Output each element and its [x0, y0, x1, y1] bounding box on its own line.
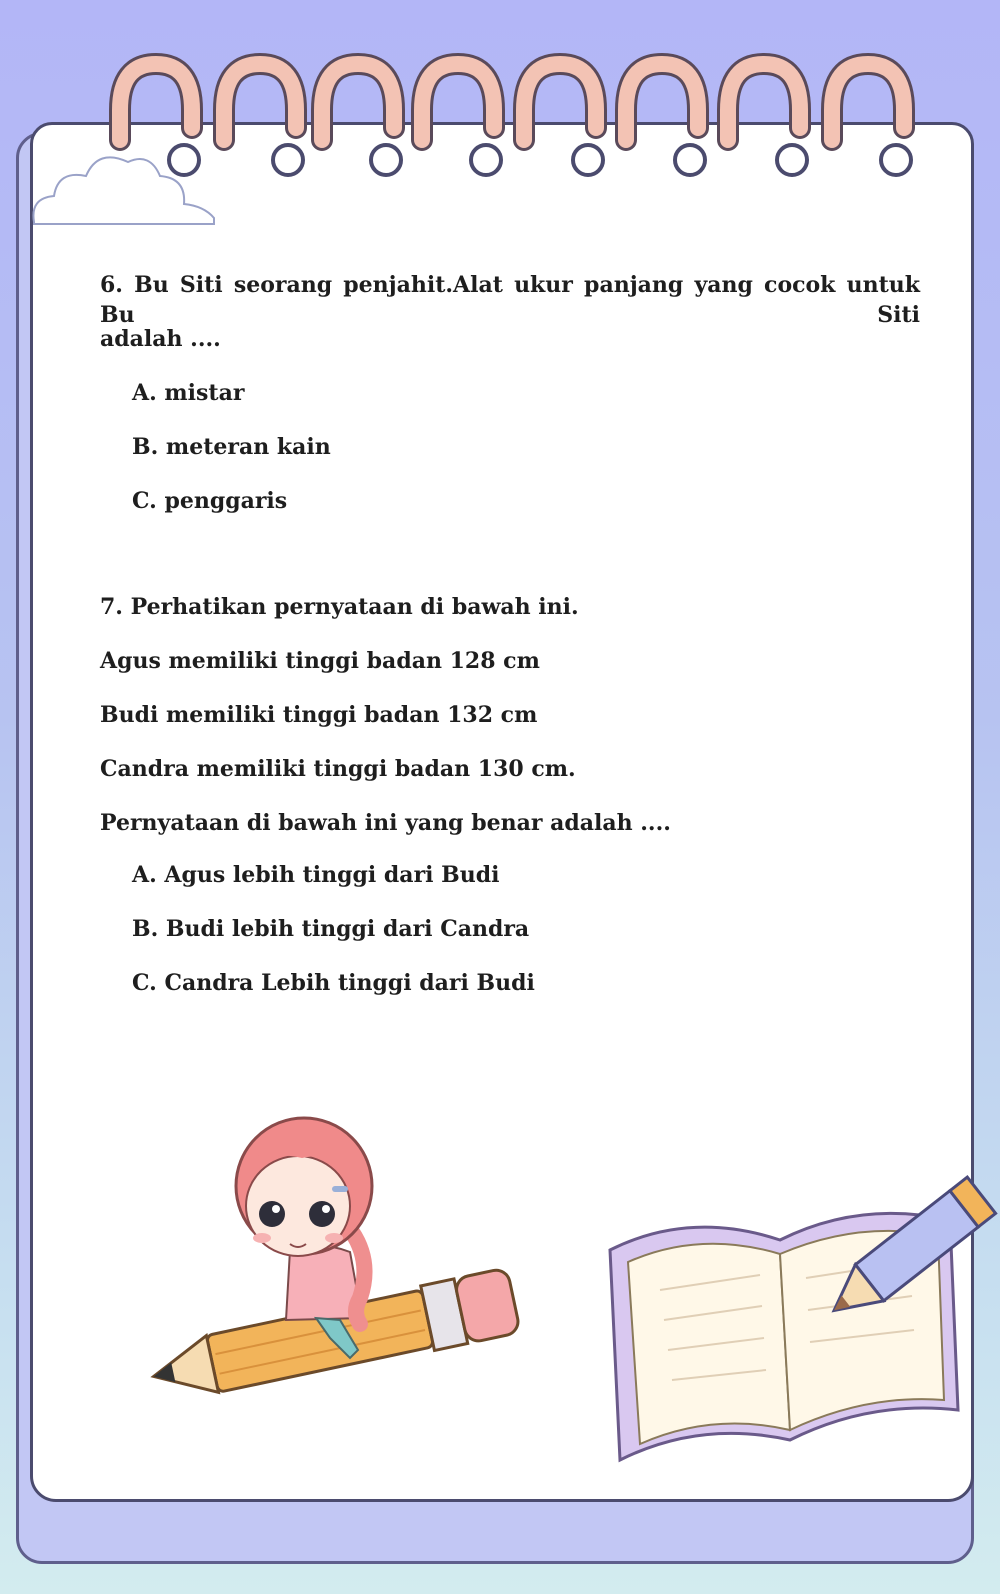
spiral-ring-icon: [322, 64, 401, 175]
spiral-ring-icon: [524, 64, 603, 175]
question-7-statement-1: Agus memiliki tinggi badan 128 cm: [100, 648, 540, 674]
question-7-statement-3: Candra memiliki tinggi badan 130 cm.: [100, 756, 576, 782]
question-7-intro: 7. Perhatikan pernyataan di bawah ini.: [100, 594, 579, 620]
spiral-ring-icon: [832, 64, 911, 175]
spiral-ring-icon: [626, 64, 705, 175]
question-6-text-line-2: adalah ....: [100, 326, 221, 352]
question-7-prompt: Pernyataan di bawah ini yang benar adalah ....: [100, 810, 671, 836]
question-6-option-a: A. mistar: [132, 380, 245, 406]
spiral-ring-icon: [422, 64, 501, 175]
question-7-option-c: C. Candra Lebih tinggi dari Budi: [132, 970, 535, 996]
spiral-rings: [120, 64, 911, 175]
spiral-ring-icon: [120, 64, 199, 175]
girl-on-pencil-illustration: [147, 1118, 521, 1409]
question-7-statement-2: Budi memiliki tinggi badan 132 cm: [100, 702, 538, 728]
question-6-option-b: B. meteran kain: [132, 434, 331, 460]
spiral-ring-icon: [224, 64, 303, 175]
question-7-option-b: B. Budi lebih tinggi dari Candra: [132, 916, 530, 942]
question-7-option-a: A. Agus lebih tinggi dari Budi: [132, 862, 500, 888]
spiral-ring-icon: [728, 64, 807, 175]
question-6-text-line-1: 6. Bu Siti seorang penjahit.Alat ukur panjang yang cocok untuk Bu Siti: [100, 272, 920, 328]
question-6-option-c: C. penggaris: [132, 488, 288, 514]
